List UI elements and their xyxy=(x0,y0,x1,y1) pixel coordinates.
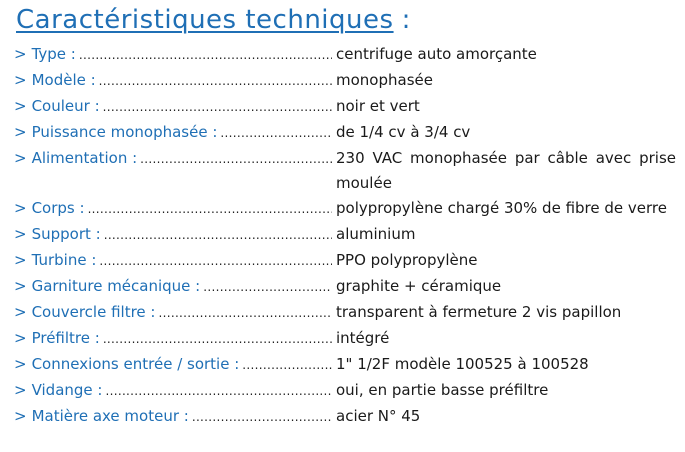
spec-label-text: Puissance monophasée : xyxy=(31,123,218,141)
dot-leader xyxy=(158,301,332,326)
spec-label-text: Matière axe moteur : xyxy=(31,407,189,425)
dot-leader xyxy=(192,405,332,430)
arrow-icon: > xyxy=(14,123,27,141)
spec-row xyxy=(14,404,676,430)
spec-label xyxy=(14,94,332,120)
spec-row xyxy=(14,326,676,352)
arrow-icon: > xyxy=(14,199,27,217)
dot-leader xyxy=(105,379,332,404)
spec-value: PPO polypropylène xyxy=(336,251,478,269)
arrow-icon: > xyxy=(14,277,27,295)
spec-value: noir et vert xyxy=(336,97,420,115)
spec-label-text: Turbine : xyxy=(31,251,97,269)
dot-leader xyxy=(104,223,332,248)
spec-label-text: Couvercle filtre : xyxy=(31,303,156,321)
spec-row xyxy=(14,378,676,404)
spec-label xyxy=(14,248,332,274)
spec-label-text: Alimentation : xyxy=(31,149,138,167)
arrow-icon: > xyxy=(14,381,27,399)
dot-leader xyxy=(220,121,332,146)
section-title xyxy=(16,0,411,40)
dot-leader xyxy=(99,69,332,94)
spec-label xyxy=(14,68,332,94)
spec-label xyxy=(14,404,332,430)
spec-value: oui, en partie basse préfiltre xyxy=(336,381,549,399)
spec-label xyxy=(14,222,332,248)
spec-label xyxy=(14,146,332,172)
spec-row xyxy=(14,248,676,274)
spec-label xyxy=(14,352,332,378)
arrow-icon: > xyxy=(14,97,27,115)
dot-leader xyxy=(203,275,332,300)
spec-row xyxy=(14,42,676,68)
spec-value: 1" 1/2F modèle 100525 à 100528 xyxy=(336,355,589,373)
arrow-icon: > xyxy=(14,225,27,243)
spec-value: de 1/4 cv à 3/4 cv xyxy=(336,123,471,141)
spec-label xyxy=(14,300,332,326)
spec-row xyxy=(14,146,676,196)
spec-row xyxy=(14,120,676,146)
dot-leader xyxy=(103,95,332,120)
section-title-colon: : xyxy=(401,5,411,35)
dot-leader xyxy=(79,43,332,68)
spec-row xyxy=(14,352,676,378)
dot-leader xyxy=(88,197,332,222)
dot-leader xyxy=(242,353,332,378)
spec-label-text: Support : xyxy=(31,225,101,243)
spec-label-text: Vidange : xyxy=(31,381,103,399)
spec-label xyxy=(14,42,332,68)
dot-leader xyxy=(103,327,332,352)
spec-value: polypropylène chargé 30% de fibre de verre xyxy=(336,199,667,217)
section-title-text: Caractéristiques techniques xyxy=(16,5,394,35)
spec-label xyxy=(14,120,332,146)
spec-label-text: Garniture mécanique : xyxy=(31,277,201,295)
spec-label-text: Connexions entrée / sortie : xyxy=(31,355,240,373)
spec-label xyxy=(14,274,332,300)
spec-label-text: Modèle : xyxy=(31,71,96,89)
arrow-icon: > xyxy=(14,407,27,425)
arrow-icon: > xyxy=(14,149,27,167)
arrow-icon: > xyxy=(14,251,27,269)
spec-row xyxy=(14,68,676,94)
arrow-icon: > xyxy=(14,45,27,63)
arrow-icon: > xyxy=(14,303,27,321)
spec-value: monophasée xyxy=(336,71,433,89)
spec-label xyxy=(14,378,332,404)
spec-list xyxy=(14,42,676,430)
spec-label xyxy=(14,196,332,222)
spec-value: aluminium xyxy=(336,225,416,243)
spec-row xyxy=(14,274,676,300)
spec-value: intégré xyxy=(336,329,390,347)
spec-label-text: Type : xyxy=(31,45,76,63)
spec-label-text: Préfiltre : xyxy=(31,329,100,347)
spec-value: acier N° 45 xyxy=(336,407,421,425)
spec-row xyxy=(14,94,676,120)
dot-leader xyxy=(140,147,332,172)
spec-row xyxy=(14,222,676,248)
spec-value: transparent à fermeture 2 vis papillon xyxy=(336,303,622,321)
dot-leader xyxy=(99,249,332,274)
spec-label xyxy=(14,326,332,352)
spec-label-text: Couleur : xyxy=(31,97,100,115)
spec-row xyxy=(14,300,676,326)
arrow-icon: > xyxy=(14,71,27,89)
spec-value: 230 VAC monophasée par câble avec prise moulée xyxy=(336,149,676,192)
spec-value: graphite + céramique xyxy=(336,277,502,295)
arrow-icon: > xyxy=(14,329,27,347)
spec-value: centrifuge auto amorçante xyxy=(336,45,537,63)
spec-row xyxy=(14,196,676,222)
arrow-icon: > xyxy=(14,355,27,373)
spec-label-text: Corps : xyxy=(31,199,85,217)
